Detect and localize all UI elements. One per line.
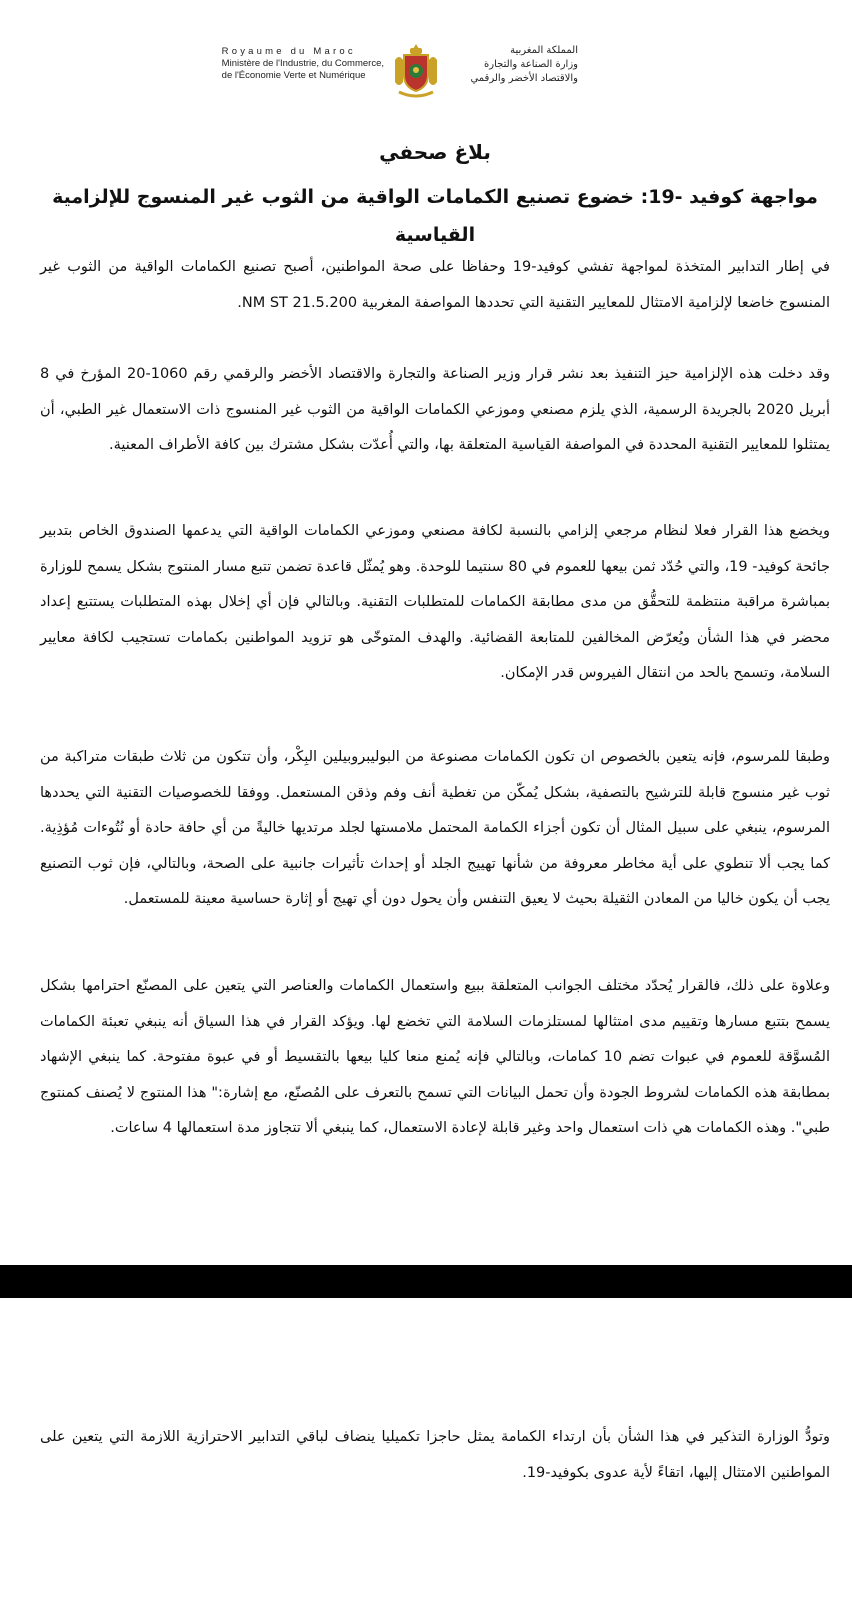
ministry-name-ar-1: وزارة الصناعة والتجارة	[484, 59, 578, 70]
document-subtitle: مواجهة كوفيد -19: خضوع تصنيع الكمامات الواقية من الثوب غير المنسوج للإلزامية القياسية	[52, 186, 818, 246]
document-title: بلاغ صحفي	[379, 140, 491, 164]
paragraph-5: وعلاوة على ذلك، فالقرار يُحدّد مختلف الجوانب المتعلقة ببيع واستعمال الكمامات والعناصر التي يتعين على المصنّع احترامها بشكل يسمح بتتبع مسارها وتقييم مدى امتثالها لمستلزمات السلامة التي تخضع لها. ويؤكد القرار في هذا السياق أنه ينبغي تعبئة الكمامات المُسوَّقة للعموم في عبوات تضم 10 كمامات، وبالتالي فإنه يُمنع منعا كليا بيعها بالتقسيط أو في عبوة مفتوحة. كما ينبغي الإشهاد بمطابقة هذه الكمامات لشروط الجودة وأن تحمل البيانات التي تسمح بالتعرف على المُصنّع، مع إشارة:" هذا المنتوج لا يُصنف كمنتوج طبي". وهذه الكمامات هي ذات استعمال واحد وغير قابلة لإعادة الاستعمال، كما ينبغي ألا تتجاوز مدة استعمالها 4 ساعات.	[40, 978, 831, 1136]
kingdom-name-fr: Royaume du Maroc	[221, 46, 356, 57]
ministry-name-fr-2: de l'Économie Verte et Numérique	[221, 70, 366, 81]
paragraph-1: في إطار التدابير المتخذة لمواجهة تفشي كوفيد-19 وحفاظا على صحة المواطنين، أصبح تصنيع الكمامات الواقية من الثوب غير المنسوج خاضعا لإلزامية الامتثال للمعايير التقنية التي تحددها المواصفة المغربية NM ST 21.5.200.	[40, 259, 830, 311]
ministry-name-ar-2: والاقتصاد الأخضر والرقمي	[470, 73, 578, 84]
letterhead	[0, 38, 852, 108]
page-separator	[0, 1265, 852, 1298]
paragraph-3: ويخضع هذا القرار فعلا لنظام مرجعي إلزامي بالنسبة لكافة مصنعي وموزعي الكمامات الواقية التي يدعمها الصندوق الخاص بتدبير جائحة كوفيد- 19، والتي حُدّد ثمن بيعها للعموم في 80 سنتيما للوحدة. وهو يُمثّل قاعدة تضمن تتبع مسار المنتوج بشكل يسمح للوزارة بمباشرة مراقبة منتظمة للتحقُّق من مدى مطابقة الكمامات للمتطلبات التقنية. وبالتالي فإن أي إخلال بهذه المتطلبات يستتبع إعداد محضر في هذا الشأن ويُعرّض المخالفين للمتابعة القضائية. والهدف المتوخّى هو تزويد المواطنين بكمامات تستجيب لكافة معايير السلامة، وتسمح بالحد من انتقال الفيروس قدر الإمكان.	[40, 523, 830, 681]
coat-of-arms-icon	[393, 42, 439, 100]
letterhead-arabic	[448, 44, 578, 86]
letterhead-french	[222, 46, 384, 82]
paragraph-6: وتودُّ الوزارة التذكير في هذا الشأن بأن ارتداء الكمامة يمثل حاجزا تكميليا ينضاف لباقي التدابير الاحترازية اللازمة التي يتعين على المواطنين الامتثال إليها، اتقاءً لأية عدوى بكوفيد-19.	[40, 1429, 830, 1481]
ministry-name-fr-1: Ministère de l'Industrie, du Commerce,	[221, 58, 384, 69]
paragraph-2: وقد دخلت هذه الإلزامية حيز التنفيذ بعد نشر قرار وزير الصناعة والتجارة والاقتصاد الأخضر والرقمي رقم 1060-20 المؤرخ في 8 أبريل 2020 بالجريدة الرسمية، الذي يلزم مصنعي وموزعي الكمامات الواقية من الثوب غير المنسوج ذات الاستعمال غير الطبي، أن يمتثلوا للمعايير التقنية المحددة في المواصفة القياسية المتعلقة بها، والتي أُعدّت بشكل مشترك بين كافة الأطراف المعنية.	[40, 366, 830, 453]
paragraph-4: وطبقا للمرسوم، فإنه يتعين بالخصوص ان تكون الكمامات مصنوعة من البوليبروبيلين البِكْر، وأن تتكون من ثلاث طبقات متراكبة من ثوب غير منسوج قابلة للترشيح بالتصفية، بشكل يُمكّن من تغطية أنف وفم وذقن المستعمل. ووفقا للخصوصيات التقنية التي يحددها المرسوم، ينبغي على سبيل المثال أن تكون أجزاء الكمامة المحتمل ملامستها لجلد مرتديها خاليةً من أي حافة حادة أو نُتُوءات مُؤذِية. كما يجب ألا تنطوي على أية مخاطر معروفة من شأنها تهييج الجلد أو إحداث تأثيرات جانبية على الصحة، وبالتالي، فإن ثوب التصنيع يجب أن يكون خاليا من المعادن الثقيلة بحيث لا يعيق التنفس وأن يحول دون أي تهيج أو إثارة حساسية معينة للمستعمل.	[40, 749, 830, 907]
kingdom-name-ar: المملكة المغربية	[510, 45, 578, 56]
